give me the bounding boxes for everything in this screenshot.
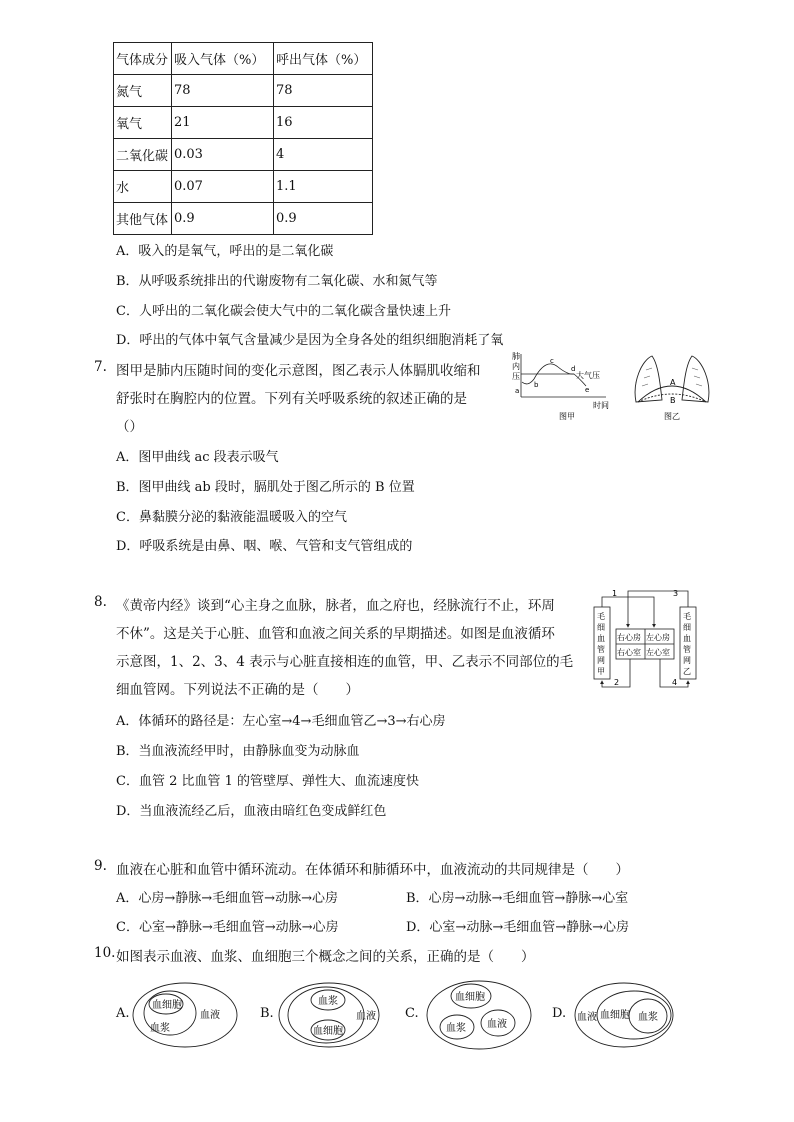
venn-label: 血液 xyxy=(200,1010,220,1021)
net-char: 网 xyxy=(597,656,605,665)
venn-label: 血浆 xyxy=(638,1012,658,1023)
point-label-e: e xyxy=(585,386,590,394)
q9-option-b[interactable]: B．心房→动脉→毛细血管→静脉→心室 xyxy=(406,891,629,906)
q10-option-b-letter[interactable]: B. xyxy=(260,1006,274,1021)
venn-label: 血液 xyxy=(577,1012,597,1023)
table-header: 气体成分 xyxy=(114,43,172,75)
table-cell: 0.03 xyxy=(172,139,274,171)
net-char: 网 xyxy=(683,656,691,665)
point-label-c: c xyxy=(550,357,554,365)
chamber-left-atrium: 左心房 xyxy=(646,633,670,642)
table-cell: 氧气 xyxy=(114,107,172,139)
table-row xyxy=(114,75,373,107)
net-char: 甲 xyxy=(597,667,605,676)
table-cell: 0.07 xyxy=(172,171,274,203)
q10-option-a-diagram[interactable] xyxy=(130,980,240,1050)
label-a: A xyxy=(670,378,676,387)
q9-option-d[interactable]: D．心室→动脉→毛细血管→静脉→心房 xyxy=(406,920,629,935)
q8-stem-line1: 《黄帝内经》谈到“心主身之血脉，脉者，血之府也，经脉流行不止，环周 xyxy=(116,598,555,614)
q6-option-d[interactable]: D．呼出的气体中氧气含量减少是因为全身各处的组织细胞消耗了氧 xyxy=(116,333,504,348)
diaphragm-figure xyxy=(628,352,718,424)
q8-number: 8. xyxy=(94,594,107,610)
net-char: 乙 xyxy=(683,667,691,676)
q8-option-d[interactable]: D．当血液流经乙后，血液由暗红色变成鲜红色 xyxy=(116,804,387,819)
q8-stem-line3: 示意图，1、2、3、4 表示与心脏直接相连的血管，甲、乙表示不同部位的毛 xyxy=(116,654,574,670)
vessel-label-2: 2 xyxy=(614,678,620,687)
q8-option-c[interactable]: C．血管 2 比血管 1 的管壁厚、弹性大、血流速度快 xyxy=(116,774,420,789)
net-char: 细 xyxy=(597,623,605,632)
point-label-b: b xyxy=(534,381,539,389)
venn-label: 血浆 xyxy=(150,1023,170,1034)
net-char: 毛 xyxy=(683,612,691,621)
ylabel-char: 肺 xyxy=(512,352,520,361)
atmospheric-pressure-label: 大气压 xyxy=(576,371,600,380)
net-char: 血 xyxy=(597,634,605,643)
ylabel-char: 压 xyxy=(512,372,520,381)
q10-option-d-diagram[interactable] xyxy=(572,980,682,1050)
point-label-a: a xyxy=(515,387,520,395)
vessel-label-1: 1 xyxy=(612,589,618,598)
net-char: 血 xyxy=(683,634,691,643)
net-char: 管 xyxy=(683,645,691,654)
table-header: 呼出气体（%） xyxy=(274,43,373,75)
table-cell: 其他气体 xyxy=(114,203,172,235)
label-b: B xyxy=(670,396,676,405)
table-row xyxy=(114,171,373,203)
table-header-row xyxy=(114,43,373,75)
blood-circulation-diagram xyxy=(590,587,702,695)
table-cell: 0.9 xyxy=(274,203,373,235)
q10-option-a-letter[interactable]: A. xyxy=(116,1006,130,1021)
chamber-right-atrium: 右心房 xyxy=(617,633,641,642)
table-cell: 78 xyxy=(274,75,373,107)
table-cell: 水 xyxy=(114,171,172,203)
venn-label: 血液 xyxy=(356,1011,376,1022)
chamber-left-ventricle: 左心室 xyxy=(646,648,670,657)
table-cell: 21 xyxy=(172,107,274,139)
net-char: 管 xyxy=(597,645,605,654)
q7-option-a[interactable]: A．图甲曲线 ac 段表示吸气 xyxy=(116,450,279,465)
q10-option-c-letter[interactable]: C. xyxy=(405,1006,419,1021)
q7-option-d[interactable]: D．呼吸系统是由鼻、咽、喉、气管和支气管组成的 xyxy=(116,539,413,554)
q9-number: 9. xyxy=(94,858,107,874)
table-cell: 4 xyxy=(274,139,373,171)
q7-stem-line2: 舒张时在胸腔内的位置。下列有关呼吸系统的叙述正确的是 xyxy=(116,391,467,407)
q6-option-c[interactable]: C．人呼出的二氧化碳会使大气中的二氧化碳含量快速上升 xyxy=(116,304,451,319)
q6-option-b[interactable]: B．从呼吸系统排出的代谢废物有二氧化碳、水和氮气等 xyxy=(116,274,438,289)
q9-option-a[interactable]: A．心房→静脉→毛细血管→动脉→心房 xyxy=(116,891,338,906)
point-label-d: d xyxy=(571,365,576,373)
venn-label: 血细胞 xyxy=(313,1026,343,1037)
figure-caption: 图乙 xyxy=(664,412,680,421)
ylabel-char: 内 xyxy=(512,362,520,371)
table-header: 吸入气体（%） xyxy=(172,43,274,75)
table-cell: 16 xyxy=(274,107,373,139)
venn-label: 血浆 xyxy=(318,996,338,1007)
q7-option-c[interactable]: C．鼻黏膜分泌的黏液能温暖吸入的空气 xyxy=(116,510,347,525)
q9-option-c[interactable]: C．心室→静脉→毛细血管→动脉→心房 xyxy=(116,920,339,935)
venn-label: 血浆 xyxy=(446,1023,466,1034)
q9-stem: 血液在心脏和血管中循环流动。在体循环和肺循环中，血液流动的共同规律是（ ） xyxy=(116,862,629,878)
q8-option-a[interactable]: A．体循环的路径是：左心室→4→毛细血管乙→3→右心房 xyxy=(116,714,446,729)
venn-label: 血液 xyxy=(487,1019,507,1030)
q10-option-b-diagram[interactable] xyxy=(276,980,386,1050)
chamber-right-ventricle: 右心室 xyxy=(617,648,641,657)
q10-stem: 如图表示血液、血浆、血细胞三个概念之间的关系，正确的是（ ） xyxy=(116,949,535,965)
table-cell: 78 xyxy=(172,75,274,107)
q7-stem-line1: 图甲是肺内压随时间的变化示意图，图乙表示人体膈肌收缩和 xyxy=(116,363,481,379)
table-cell: 氮气 xyxy=(114,75,172,107)
q8-option-b[interactable]: B．当血液流经甲时，由静脉血变为动脉血 xyxy=(116,744,360,759)
q8-stem-line4: 细血管网。下列说法不正确的是（ ） xyxy=(116,682,359,698)
q8-stem-line2: 不休”。这是关于心脏、血管和血液之间关系的早期描述。如图是血液循环 xyxy=(116,626,555,642)
q7-option-b[interactable]: B．图甲曲线 ab 段时，膈肌处于图乙所示的 B 位置 xyxy=(116,480,415,495)
net-char: 细 xyxy=(683,623,691,632)
venn-label: 血细胞 xyxy=(455,992,485,1003)
venn-label: 血细胞 xyxy=(152,1000,182,1011)
table-cell: 1.1 xyxy=(274,171,373,203)
xlabel: 时间 xyxy=(593,401,609,410)
vessel-label-3: 3 xyxy=(673,589,679,598)
q6-option-a[interactable]: A．吸入的是氧气，呼出的是二氧化碳 xyxy=(116,244,334,259)
q10-option-d-letter[interactable]: D. xyxy=(552,1006,567,1021)
table-row xyxy=(114,139,373,171)
lung-pressure-graph xyxy=(506,349,616,425)
table-row xyxy=(114,203,373,235)
q7-stem-line3: （） xyxy=(116,419,143,435)
table-cell: 二氧化碳 xyxy=(114,139,172,171)
venn-label: 血细胞 xyxy=(600,1010,630,1021)
q10-option-c-diagram[interactable] xyxy=(424,978,534,1052)
q10-number: 10. xyxy=(94,945,116,961)
gas-composition-table xyxy=(113,42,373,235)
table-cell: 0.9 xyxy=(172,203,274,235)
vessel-label-4: 4 xyxy=(672,678,678,687)
table-row xyxy=(114,107,373,139)
net-char: 毛 xyxy=(597,612,605,621)
figure-caption: 图甲 xyxy=(559,412,575,421)
q7-number: 7. xyxy=(94,359,107,375)
